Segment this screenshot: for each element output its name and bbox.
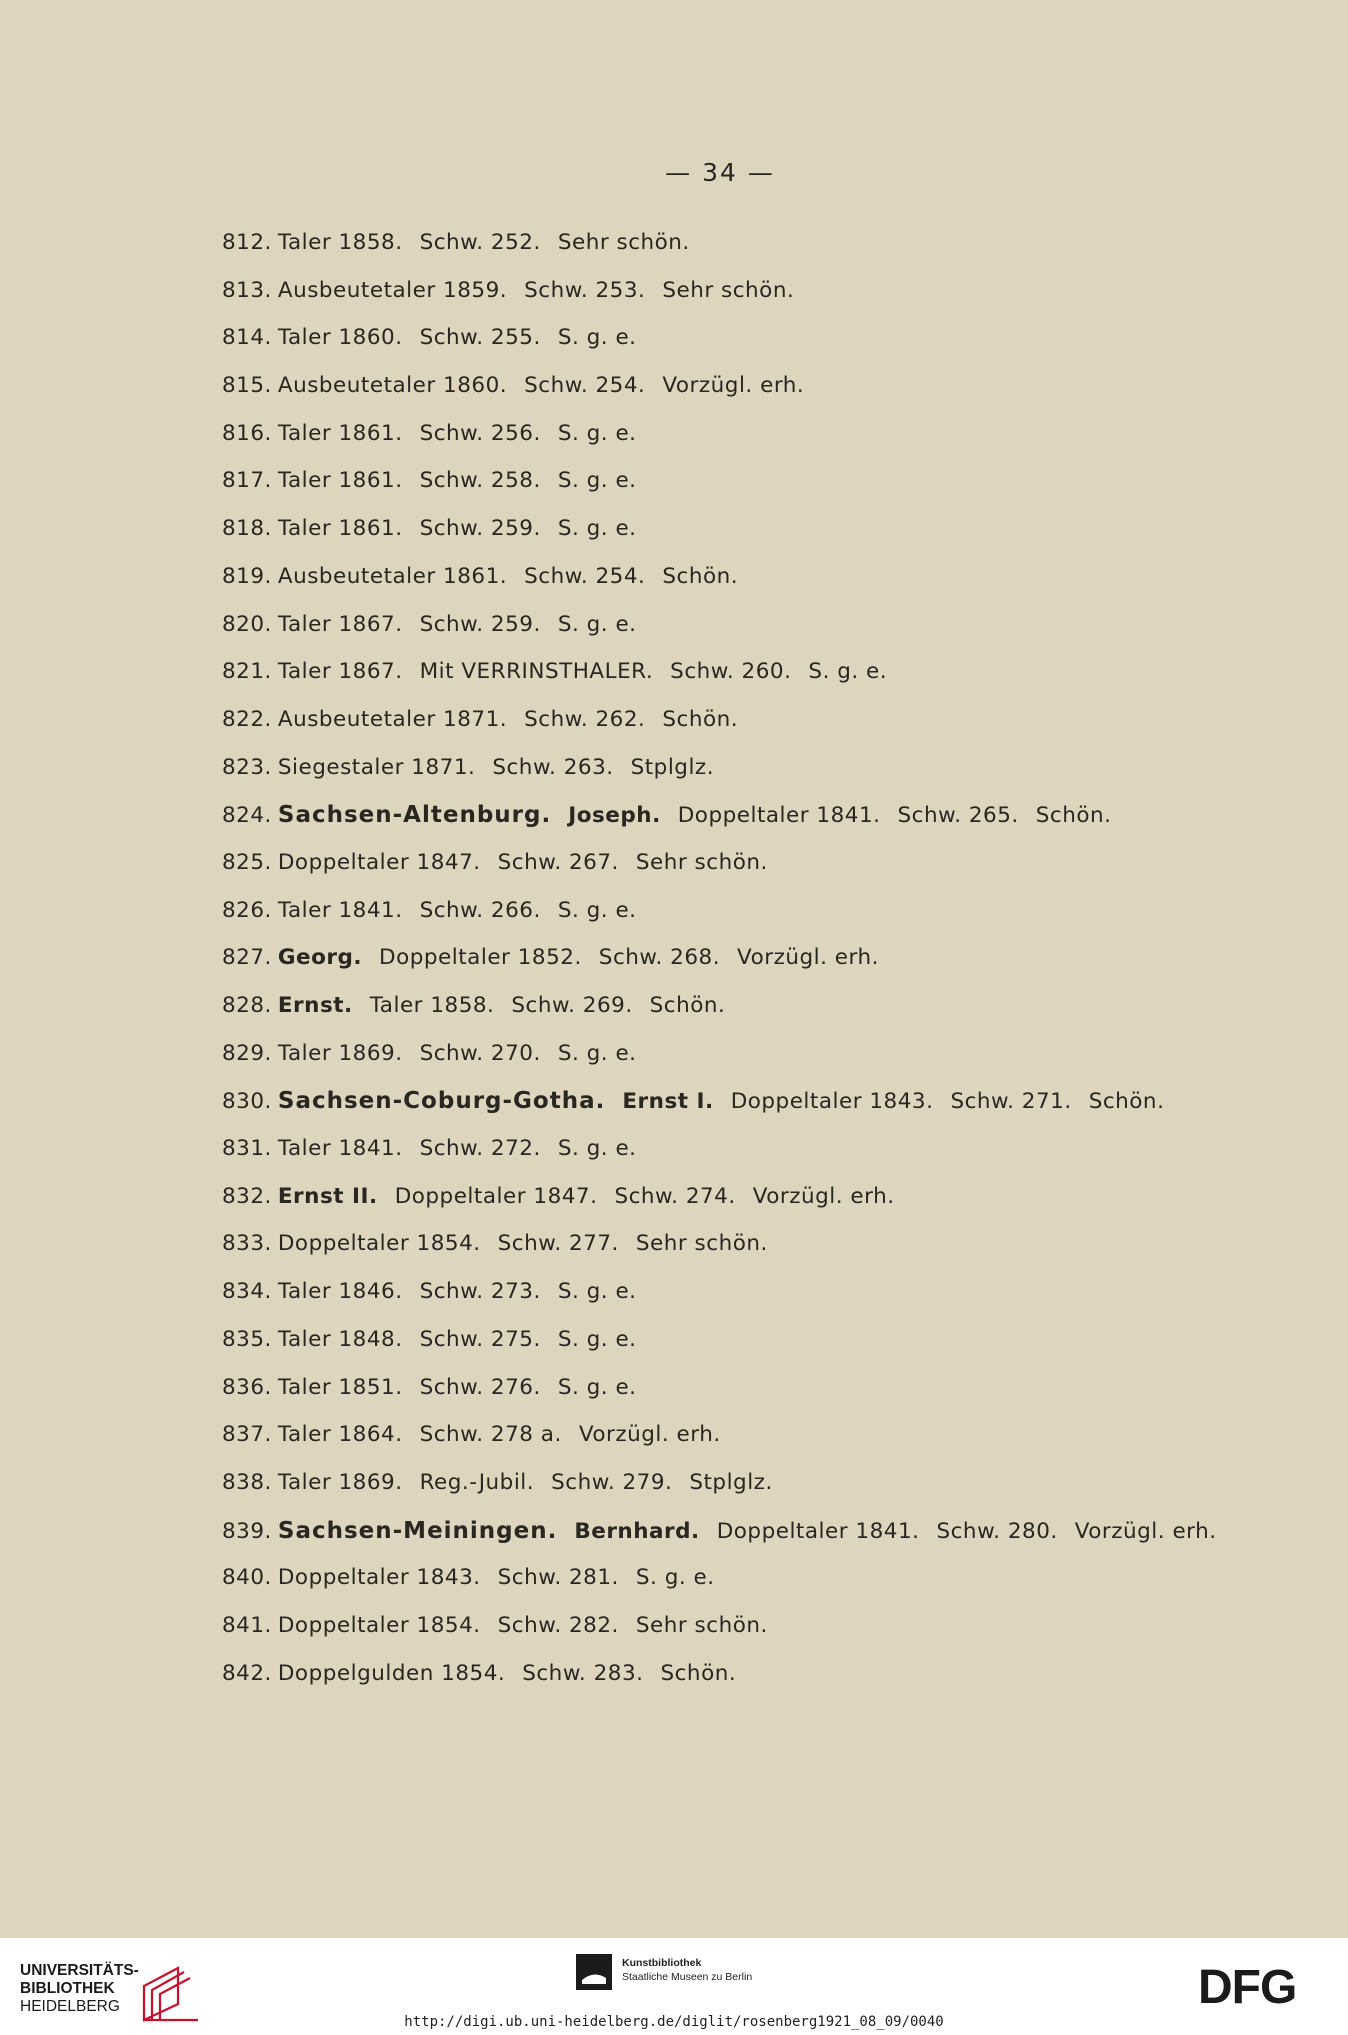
entry-ruler: Bernhard. [574, 1518, 700, 1544]
entry-text: Schw. 277. [497, 1231, 619, 1257]
entry-text: Vorzügl. erh. [578, 1422, 721, 1448]
catalog-entry [222, 1518, 1262, 1566]
catalog-entry [222, 1041, 1262, 1089]
entry-text: S. g. e. [557, 325, 637, 351]
entry-text: Doppeltaler 1843. [277, 1565, 481, 1591]
catalog-entry [222, 612, 1262, 660]
catalog-entry [222, 1422, 1262, 1470]
entry-text: Schw. 271. [950, 1089, 1072, 1115]
entry-number: 813. [222, 277, 272, 303]
entry-text: Doppeltaler 1852. [379, 945, 582, 971]
catalog-entry [222, 1184, 1262, 1232]
entry-text: Stplglz. [689, 1469, 773, 1495]
catalog-entry [222, 278, 1262, 326]
kunstbibliothek-logo[interactable] [574, 1952, 753, 1996]
entry-text: Schw. 274. [614, 1183, 736, 1209]
entry-text: Taler 1841. [277, 897, 403, 923]
ub-line-2: BIBLIOTHEK [20, 1980, 115, 1997]
entry-text: Sehr schön. [662, 277, 795, 303]
entry-text: Schw. 253. [524, 277, 646, 303]
entry-text: Doppeltaler 1841. [677, 803, 881, 829]
entry-text: Schw. 273. [419, 1279, 541, 1305]
catalog-entry [222, 1375, 1262, 1423]
entry-text: S. g. e. [557, 1279, 637, 1305]
catalog-entry [222, 1661, 1262, 1709]
entry-text: Doppeltaler 1854. [277, 1231, 481, 1257]
entry-text: S. g. e. [808, 659, 888, 685]
entry-text: Vorzügl. erh. [752, 1183, 895, 1209]
entry-text: Schw. 267. [497, 849, 619, 875]
entry-number: 818. [222, 516, 272, 542]
dfg-logo[interactable]: DFG [1198, 1961, 1297, 2014]
catalog-entries [222, 230, 1262, 1708]
entry-text: Schw. 278 a. [419, 1422, 562, 1448]
entry-text: Schw. 259. [419, 611, 541, 637]
entry-ruler: Ernst. [277, 993, 353, 1018]
ub-heidelberg-logo[interactable] [20, 1962, 139, 2016]
entry-ruler: Joseph. [568, 803, 661, 829]
entry-text: Schw. 255. [419, 325, 541, 351]
entry-text: S. g. e. [557, 611, 637, 637]
entry-text: Sehr schön. [635, 1231, 768, 1257]
catalog-entry [222, 993, 1262, 1041]
entry-ruler: Georg. [277, 945, 363, 971]
catalog-entry [222, 802, 1262, 850]
entry-text: Vorzügl. erh. [662, 373, 805, 399]
catalog-entry [222, 1565, 1262, 1613]
entry-text: Sehr schön. [557, 230, 690, 255]
entry-text: Taler 1867. [277, 659, 403, 685]
entry-number: 825. [222, 849, 272, 875]
entry-text: Doppeltaler 1854. [277, 1612, 481, 1638]
catalog-entry [222, 1088, 1262, 1136]
entry-number: 829. [222, 1040, 272, 1066]
catalog-entry [222, 659, 1262, 707]
entry-text: Schw. 279. [551, 1469, 673, 1495]
entry-text: S. g. e. [557, 516, 637, 542]
entry-house: Sachsen-Altenburg. [277, 802, 552, 829]
entry-text: Taler 1858. [369, 993, 495, 1018]
viewer-footer [0, 1938, 1348, 2035]
entry-text: Schw. 282. [497, 1612, 619, 1638]
entry-number: 817. [222, 468, 272, 494]
entry-text: Schön. [662, 706, 739, 732]
catalog-entry [222, 373, 1262, 421]
catalog-entry [222, 1279, 1262, 1327]
entry-text: Schw. 275. [419, 1326, 541, 1352]
entry-text: Schw. 263. [492, 754, 614, 780]
catalog-entry [222, 755, 1262, 803]
entry-number: 835. [222, 1326, 272, 1352]
entry-text: Taler 1867. [277, 611, 403, 637]
page-number: — 34 — [665, 158, 775, 187]
entry-number: 824. [222, 803, 272, 829]
entry-text: Ausbeutetaler 1871. [277, 706, 508, 732]
entry-text: Doppelgulden 1854. [277, 1660, 506, 1686]
entry-text: S. g. e. [557, 897, 637, 923]
entry-text: Sehr schön. [635, 849, 768, 875]
entry-text: S. g. e. [557, 1136, 637, 1162]
entry-text: Ausbeutetaler 1860. [277, 373, 508, 399]
entry-number: 819. [222, 563, 272, 589]
kunstbibliothek-mark-icon [574, 1952, 614, 1992]
entry-text: S. g. e. [635, 1565, 715, 1591]
catalog-entry [222, 325, 1262, 373]
entry-text: Schw. 272. [419, 1136, 541, 1162]
entry-ruler: Ernst I. [622, 1089, 714, 1115]
kb-line-2: Staatliche Museen zu Berlin [622, 1971, 753, 1983]
entry-text: Taler 1841. [277, 1136, 403, 1162]
entry-text: Sehr schön. [635, 1612, 768, 1638]
entry-text: Taler 1861. [277, 420, 403, 446]
entry-text: Vorzügl. erh. [1074, 1518, 1217, 1544]
catalog-entry [222, 516, 1262, 564]
catalog-entry [222, 1231, 1262, 1279]
entry-number: 842. [222, 1660, 272, 1686]
catalog-entry [222, 1327, 1262, 1375]
entry-text: Doppeltaler 1847. [277, 849, 481, 875]
entry-text: Doppeltaler 1841. [716, 1518, 920, 1544]
entry-text: Schw. 254. [524, 373, 646, 399]
entry-number: 812. [222, 230, 272, 255]
entry-text: Schw. 259. [419, 516, 541, 542]
entry-text: Taler 1861. [277, 516, 403, 542]
entry-number: 839. [222, 1518, 272, 1544]
entry-text: Taler 1861. [277, 468, 403, 494]
entry-number: 822. [222, 706, 272, 732]
catalog-entry [222, 1613, 1262, 1661]
entry-text: Taler 1858. [277, 230, 403, 255]
entry-text: Ausbeutetaler 1859. [277, 277, 508, 303]
entry-number: 841. [222, 1612, 272, 1638]
catalog-entry [222, 1136, 1262, 1184]
entry-text: Vorzügl. erh. [737, 945, 879, 971]
ub-logo-text [20, 1962, 139, 2016]
entry-number: 831. [222, 1136, 272, 1162]
entry-text: Schw. 265. [897, 803, 1019, 829]
entry-text: Siegestaler 1871. [277, 754, 476, 780]
entry-text: Schön. [662, 563, 739, 589]
entry-text: Schw. 254. [524, 563, 646, 589]
entry-text: Schön. [660, 1660, 737, 1686]
entry-text: Taler 1851. [277, 1374, 403, 1400]
entry-text: Schön. [1088, 1089, 1165, 1115]
entry-text: Doppeltaler 1843. [730, 1089, 934, 1115]
entry-text: S. g. e. [557, 420, 637, 446]
catalog-entry [222, 850, 1262, 898]
entry-text: S. g. e. [557, 1374, 637, 1400]
entry-text: Mit VERRINSTHALER. [419, 659, 654, 685]
entry-number: 830. [222, 1089, 272, 1115]
entry-text: S. g. e. [557, 468, 637, 494]
entry-text: Taler 1864. [277, 1422, 403, 1448]
entry-text: Doppeltaler 1847. [394, 1183, 598, 1209]
kunstbibliothek-text [622, 1956, 752, 1984]
entry-text: Schw. 280. [936, 1518, 1058, 1544]
entry-text: Schön. [649, 993, 726, 1018]
entry-number: 840. [222, 1565, 272, 1591]
entry-text: Schw. 283. [522, 1660, 644, 1686]
entry-text: Taler 1846. [277, 1279, 403, 1305]
catalog-entry [222, 945, 1262, 993]
entry-number: 837. [222, 1422, 272, 1448]
entry-text: Taler 1848. [277, 1326, 403, 1352]
entry-number: 816. [222, 420, 272, 446]
entry-text: Schw. 276. [419, 1374, 541, 1400]
entry-text: S. g. e. [557, 1326, 637, 1352]
entry-house: Sachsen-Meiningen. [277, 1517, 558, 1544]
entry-number: 833. [222, 1231, 272, 1257]
entry-text: Schw. 266. [419, 897, 541, 923]
page-url[interactable]: http://digi.ub.uni-heidelberg.de/diglit/rosenberg1921_08_09/0040 [404, 2014, 944, 2030]
entry-number: 815. [222, 373, 272, 399]
entry-text: Schw. 260. [670, 659, 792, 685]
entry-text: Taler 1869. [277, 1040, 403, 1066]
entry-text: Reg.-Jubil. [419, 1469, 535, 1495]
kb-line-1: Kunstbibliothek [622, 1957, 702, 1969]
entry-text: Ausbeutetaler 1861. [277, 563, 508, 589]
catalog-entry [222, 468, 1262, 516]
catalog-entry [222, 898, 1262, 946]
entry-text: Stplglz. [630, 754, 715, 780]
entry-number: 814. [222, 325, 272, 351]
entry-number: 838. [222, 1469, 272, 1495]
entry-text: S. g. e. [557, 1040, 637, 1066]
entry-text: Schw. 252. [419, 230, 541, 255]
entry-number: 826. [222, 897, 272, 923]
entry-number: 828. [222, 993, 272, 1018]
entry-text: Taler 1860. [277, 325, 403, 351]
entry-number: 834. [222, 1279, 272, 1305]
entry-text: Taler 1869. [277, 1469, 403, 1495]
entry-number: 836. [222, 1374, 272, 1400]
catalog-entry [222, 1470, 1262, 1518]
entry-text: Schw. 258. [419, 468, 541, 494]
ub-line-3: HEIDELBERG [20, 1998, 120, 2015]
entry-text: Schön. [1035, 803, 1112, 829]
catalog-entry [222, 707, 1262, 755]
entry-number: 820. [222, 611, 272, 637]
entry-number: 832. [222, 1183, 272, 1209]
entry-number: 821. [222, 659, 272, 685]
entry-number: 827. [222, 945, 272, 971]
catalog-entry [222, 230, 1262, 278]
catalog-entry [222, 421, 1262, 469]
entry-text: Schw. 262. [524, 706, 646, 732]
entry-number: 823. [222, 754, 272, 780]
entry-ruler: Ernst II. [277, 1183, 378, 1209]
entry-text: Schw. 268. [598, 945, 721, 971]
catalog-entry [222, 564, 1262, 612]
entry-text: Schw. 281. [497, 1565, 619, 1591]
ub-line-1: UNIVERSITÄTS- [20, 1962, 139, 1979]
entry-text: Schw. 269. [511, 993, 633, 1018]
entry-house: Sachsen-Coburg-Gotha. [277, 1088, 606, 1115]
entry-text: Schw. 256. [419, 420, 541, 446]
entry-text: Schw. 270. [419, 1040, 541, 1066]
